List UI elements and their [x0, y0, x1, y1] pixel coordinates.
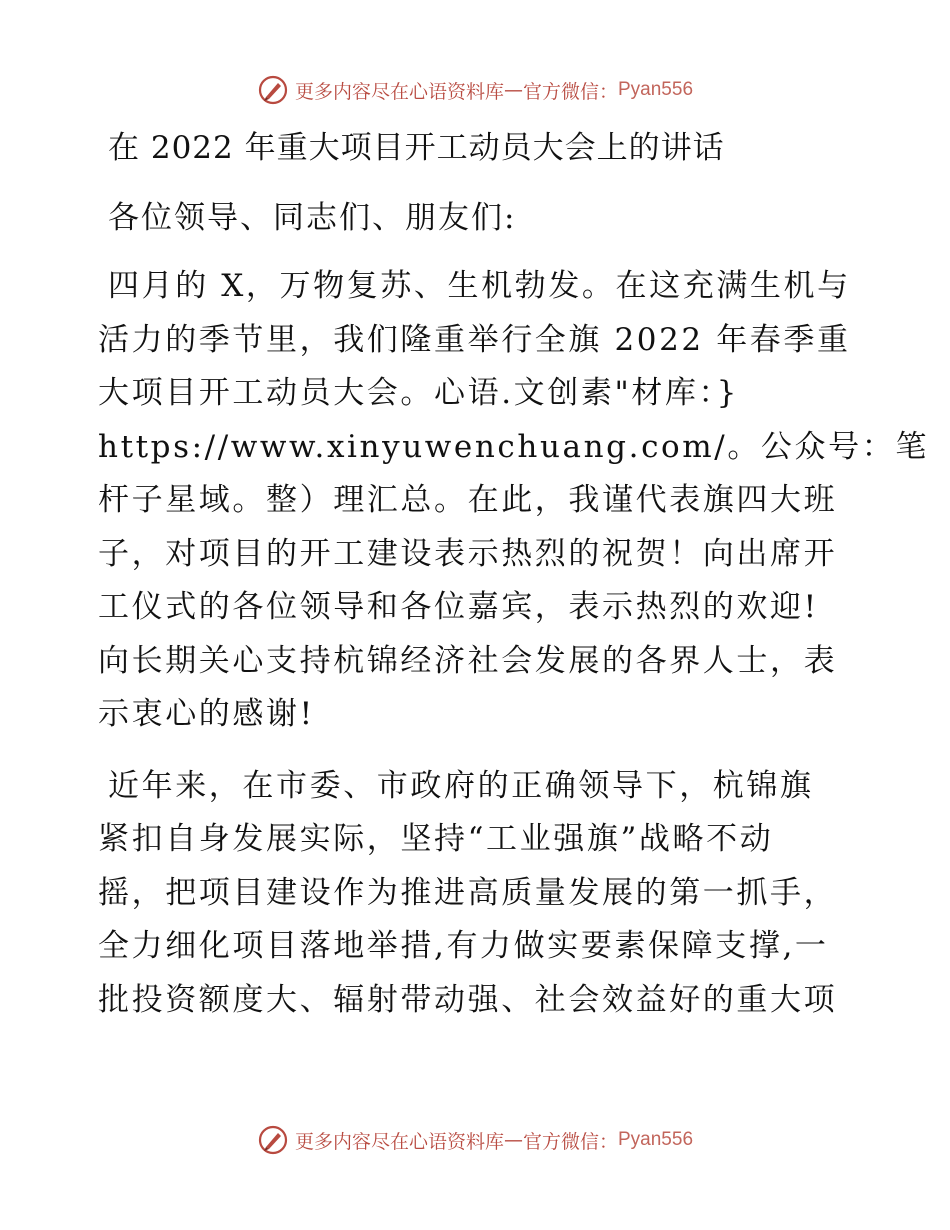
pen-logo-icon [257, 1124, 289, 1156]
paragraph-line: 子，对项目的开工建设表示热烈的祝贺！向出席开 [98, 535, 838, 572]
paragraph-line: 近年来，在市委、市政府的正确领导下，杭锦旗 [108, 767, 814, 804]
header-watermark-banner [0, 70, 950, 110]
banner-separator: — [503, 1129, 523, 1151]
paragraph-line: 向长期关心支持杭锦经济社会发展的各界人士，表 [98, 642, 838, 679]
banner-wechat-id: Pyan556 [618, 1129, 694, 1150]
paragraph-line: 杆子星域。整）理汇总。在此，我谨代表旗四大班 [98, 482, 838, 518]
footer-watermark-banner [0, 1120, 950, 1160]
paragraph-1 [98, 260, 929, 742]
banner-wechat-id: Pyan556 [618, 79, 694, 100]
salutation: 各位领导、同志们、朋友们: [108, 200, 517, 236]
paragraph-line: 活力的季节里，我们隆重举行全旗 2022 年春季重 [98, 321, 851, 358]
paragraph-line: 全力细化项目落地举措,有力做实要素保障支撑,一 [98, 928, 829, 964]
banner-text: 更多内容尽在心语资料库 [294, 1130, 504, 1153]
banner-separator: — [503, 79, 523, 101]
pen-logo-icon [257, 74, 289, 106]
paragraph-line: 批投资额度大、辐射带动强、社会效益好的重大项 [98, 981, 838, 1018]
banner-wechat-label: 官方微信： [522, 80, 618, 103]
paragraph-line: 四月的 X，万物复苏、生机勃发。在这充满生机与 [108, 268, 851, 304]
document-body [98, 124, 929, 1027]
paragraph-line: 大项目开工动员大会。心语.文创素"材库：} [98, 375, 739, 411]
paragraph-line: 摇，把项目建设作为推进高质量发展的第一抓手， [98, 874, 838, 911]
paragraph-line: https://www.xinyuwenchuang.com/。公众号：笔 [98, 428, 929, 465]
banner-text: 更多内容尽在心语资料库 [294, 80, 504, 103]
banner-wechat-label: 官方微信： [522, 1130, 618, 1153]
document-title: 在 2022 年重大项目开工动员大会上的讲话 [108, 130, 725, 166]
paragraph-2 [98, 760, 854, 1028]
paragraph-line: 示衷心的感谢! [98, 696, 315, 732]
paragraph-line: 工仪式的各位领导和各位嘉宾，表示热烈的欢迎! [98, 589, 819, 625]
paragraph-line: 紧扣自身发展实际，坚持“工业强旗”战略不动 [98, 821, 774, 857]
